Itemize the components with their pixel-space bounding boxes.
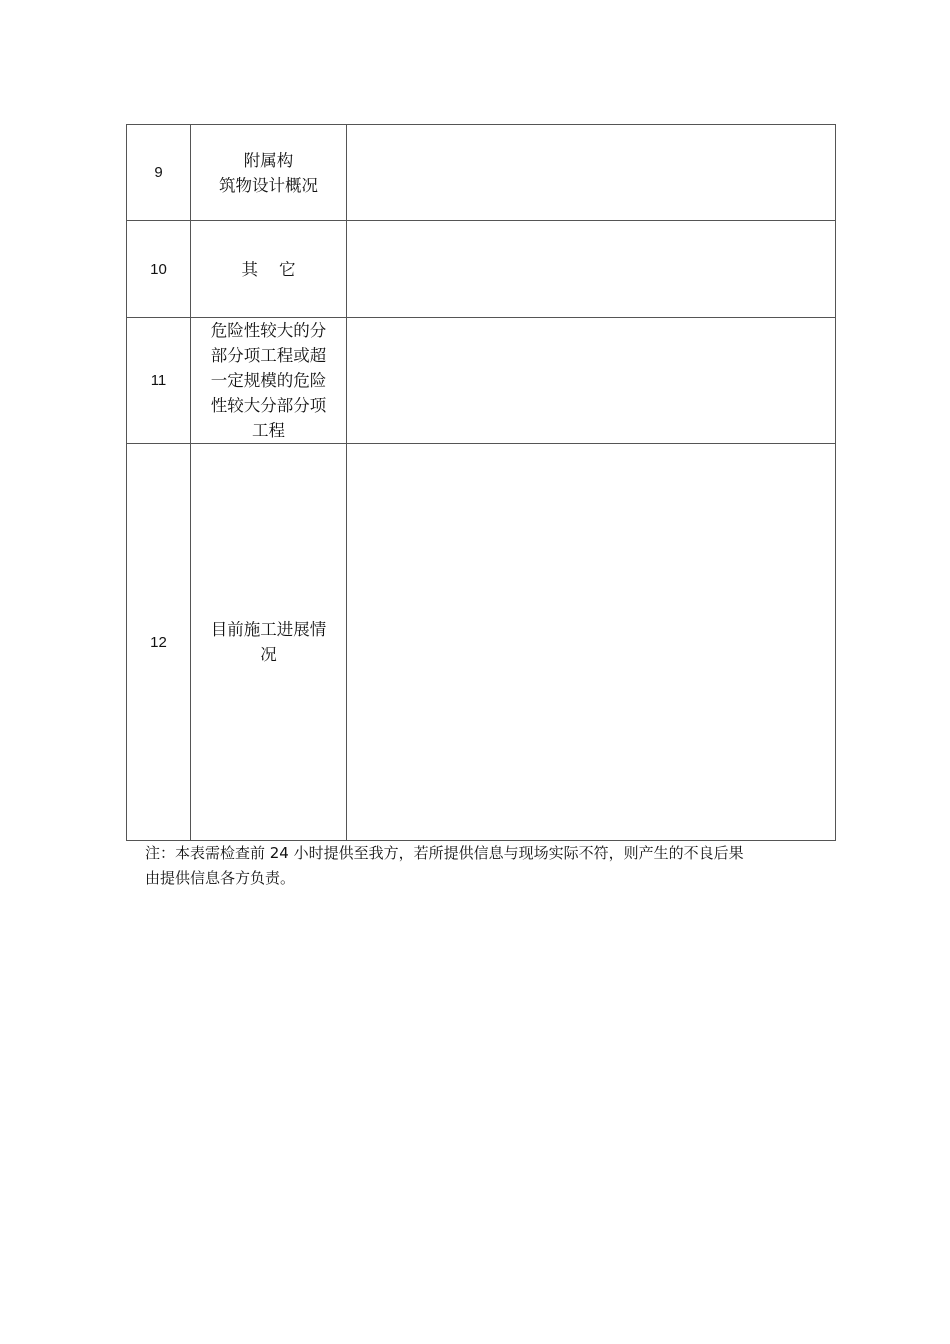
- footnote: [145, 841, 825, 891]
- row-label-line: 一定规模的危险: [210, 371, 327, 390]
- row-content-cell[interactable]: [347, 318, 836, 444]
- row-label: [191, 318, 347, 444]
- row-label-line: 工程: [252, 421, 285, 440]
- row-label-line: 况: [260, 645, 277, 664]
- row-number: 10: [127, 221, 191, 318]
- row-label-line: 目前施工进展情: [210, 620, 327, 639]
- row-label-line: 部分项工程或超: [210, 346, 327, 365]
- footnote-line: 注：本表需检查前 24 小时提供至我方，若所提供信息与现场实际不符，则产生的不良后果: [145, 844, 744, 862]
- table-row: [127, 318, 836, 444]
- row-label-line: 筑物设计概况: [219, 175, 318, 195]
- table-row: [127, 221, 836, 318]
- footnote-line: 由提供信息各方负责。: [145, 869, 296, 887]
- row-number: 12: [127, 444, 191, 841]
- info-table: [126, 124, 836, 841]
- row-label: [191, 444, 347, 841]
- row-content-cell[interactable]: [347, 444, 836, 841]
- table-row: [127, 125, 836, 221]
- row-label: [191, 221, 347, 318]
- row-number: 11: [127, 318, 191, 444]
- row-content-cell[interactable]: [347, 221, 836, 318]
- table-row: [127, 444, 836, 841]
- row-label: [191, 125, 347, 221]
- row-label-line: 危险性较大的分: [210, 321, 327, 340]
- row-label-line: 其 它: [241, 259, 296, 279]
- row-label-line: 性较大分部分项: [210, 396, 327, 415]
- row-number: 9: [127, 125, 191, 221]
- row-content-cell[interactable]: [347, 125, 836, 221]
- row-label-line: 附属构: [243, 150, 294, 170]
